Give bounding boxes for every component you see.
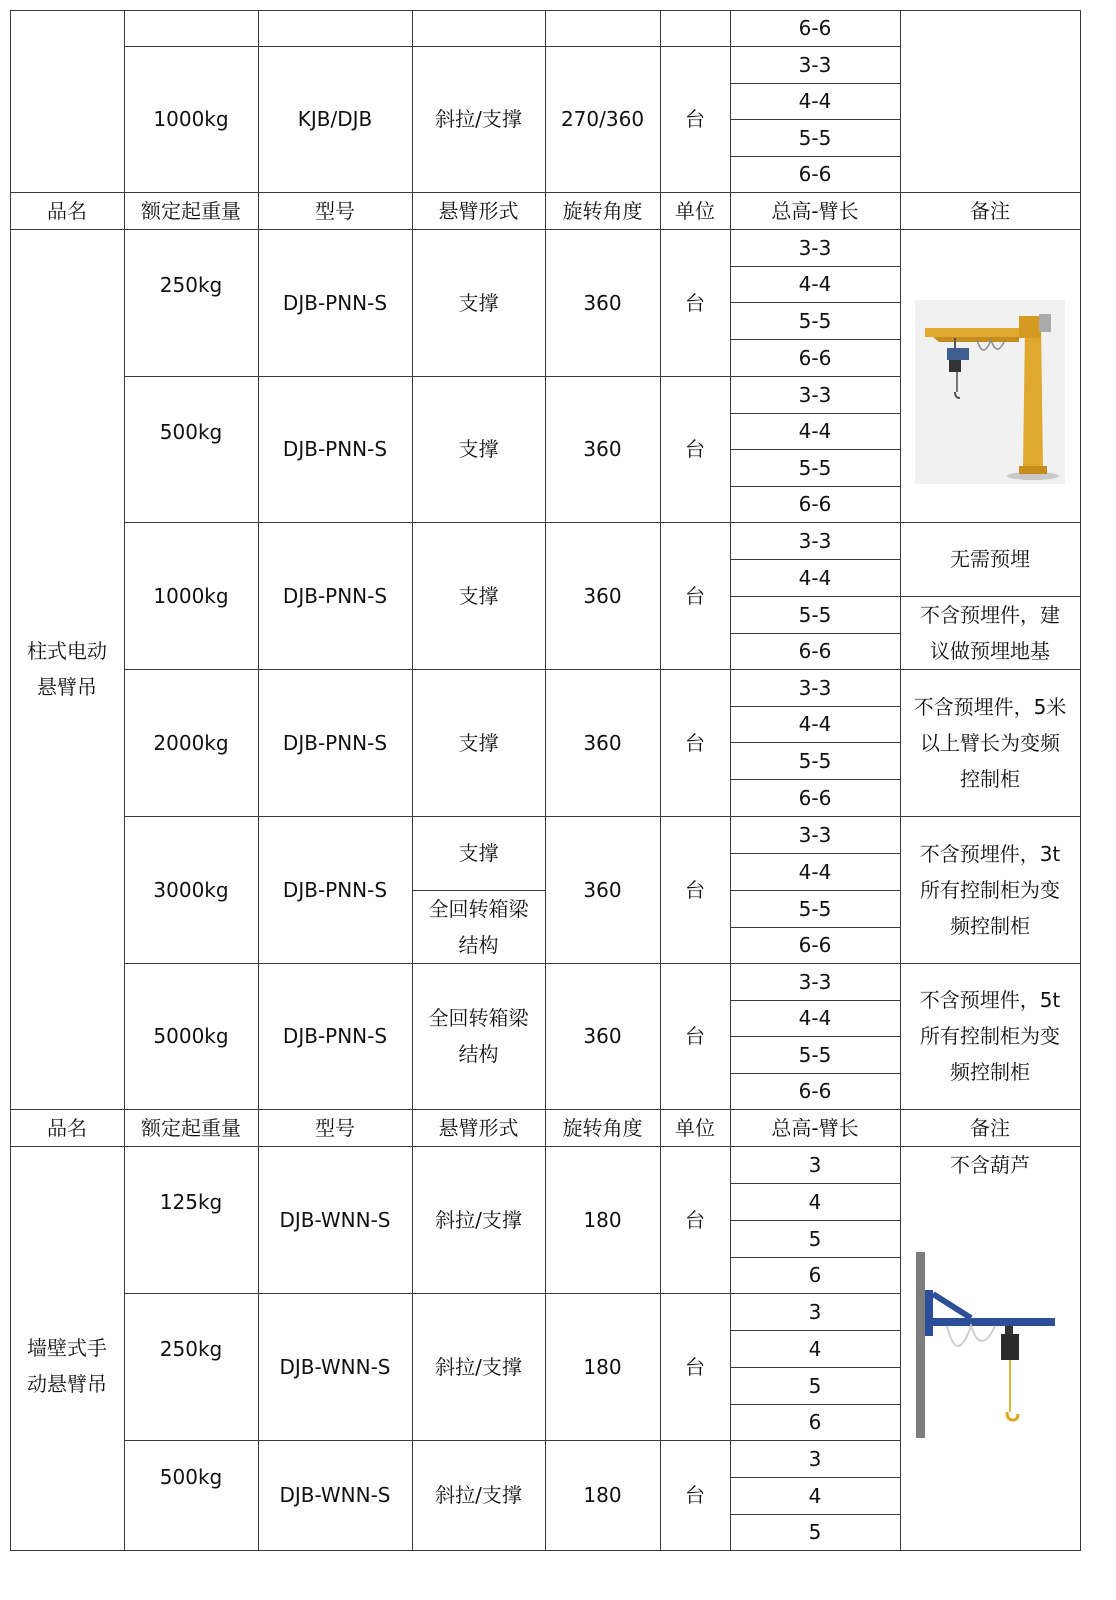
size-cell: 5-5 [798, 602, 832, 627]
remark-cell: 不含预埋件，5t所有控制柜为变频控制柜 [919, 988, 1061, 1084]
capacity-cell: 1000kg [153, 107, 229, 131]
remark-cell: 不含预埋件，5米以上臂长为变频控制柜 [913, 694, 1067, 791]
rotation-cell: 360 [583, 437, 622, 461]
size-cell: 3-3 [798, 235, 832, 260]
rotation-cell: 360 [583, 1024, 622, 1048]
size-cell: 3 [808, 1152, 822, 1177]
remark-cell: 不含预埋件，3t所有控制柜为变频控制柜 [919, 841, 1061, 938]
size-cell: 4 [808, 1336, 822, 1361]
capacity-cell: 250kg [159, 1337, 223, 1361]
size-cell: 6-6 [798, 16, 832, 40]
size-cell: 6-6 [798, 933, 832, 957]
size-cell: 6 [808, 1410, 822, 1434]
arm-type-cell: 支撑 [458, 437, 499, 461]
header-height-arm: 总高-臂长 [771, 198, 859, 223]
size-cell: 6-6 [798, 639, 832, 663]
arm-type-cell: 斜拉/支撑 [435, 1483, 522, 1507]
header-name: 品名 [47, 1115, 87, 1140]
size-cell: 4-4 [798, 419, 832, 443]
model-cell: DJB-WNN-S [279, 1483, 391, 1507]
capacity-cell: 250kg [159, 273, 223, 297]
product-name-wall: 墙壁式手动悬臂吊 [27, 1336, 107, 1396]
unit-cell: 台 [685, 877, 705, 902]
model-cell: DJB-PNN-S [282, 437, 388, 461]
size-cell: 4-4 [798, 859, 832, 884]
unit-cell: 台 [685, 1354, 705, 1379]
rotation-cell: 360 [583, 730, 622, 755]
arm-type-cell: 斜拉/支撑 [435, 1207, 522, 1232]
header-capacity: 额定起重量 [141, 198, 241, 223]
size-cell: 4-4 [798, 272, 832, 296]
unit-cell: 台 [685, 730, 705, 755]
size-cell: 5-5 [798, 1042, 832, 1067]
size-cell: 3-3 [798, 382, 832, 407]
size-cell: 4-4 [798, 1006, 832, 1030]
size-cell: 6-6 [798, 1079, 832, 1103]
grid-line [10, 10, 11, 1551]
rotation-cell: 180 [583, 1354, 622, 1379]
arm-type-cell: 支撑 [458, 730, 499, 755]
capacity-cell: 500kg [159, 420, 223, 444]
header-arm-type: 悬臂形式 [438, 1115, 519, 1140]
capacity-cell: 3000kg [153, 877, 229, 902]
size-cell: 3 [808, 1299, 822, 1324]
unit-cell: 台 [685, 1483, 705, 1507]
size-cell: 4-4 [798, 712, 832, 736]
header-unit: 单位 [675, 1115, 715, 1140]
size-cell: 5-5 [798, 125, 832, 150]
arm-type-cell: 支撑 [458, 583, 499, 608]
size-cell: 4 [808, 1483, 822, 1508]
model-cell: DJB-PNN-S [282, 877, 388, 902]
size-cell: 5-5 [798, 748, 832, 773]
product-name-pillar: 柱式电动悬臂吊 [27, 639, 107, 699]
arm-type-cell: 支撑 [458, 841, 499, 865]
wall-jib-crane-image [913, 1252, 1068, 1438]
size-cell: 5-5 [798, 308, 832, 333]
capacity-cell: 125kg [159, 1190, 223, 1214]
size-cell: 4-4 [798, 89, 832, 113]
grid-line [1080, 10, 1081, 1551]
capacity-cell: 5000kg [153, 1024, 229, 1048]
size-cell: 5 [808, 1226, 822, 1251]
arm-type-cell: 支撑 [458, 290, 499, 315]
size-cell: 3-3 [798, 822, 832, 847]
size-cell: 6 [808, 1263, 822, 1287]
header-rotation: 旋转角度 [562, 1115, 643, 1140]
size-cell: 3-3 [798, 528, 832, 553]
rotation-cell: 180 [583, 1483, 622, 1507]
model-cell: DJB-PNN-S [282, 583, 388, 608]
arm-type-cell: 全回转箱梁结构 [428, 1006, 529, 1066]
arm-type-cell: 全回转箱梁结构 [428, 896, 529, 957]
header-rotation: 旋转角度 [562, 198, 643, 223]
unit-cell: 台 [685, 583, 705, 608]
header-unit: 单位 [675, 198, 715, 223]
size-cell: 5-5 [798, 896, 832, 921]
size-cell: 4 [808, 1189, 822, 1214]
unit-cell: 台 [685, 1207, 705, 1232]
size-cell: 6-6 [798, 785, 832, 810]
size-cell: 6-6 [798, 345, 832, 370]
size-cell: 6-6 [798, 162, 832, 186]
header-model: 型号 [315, 198, 355, 223]
size-cell: 3-3 [798, 675, 832, 700]
unit-cell: 台 [685, 107, 705, 131]
size-cell: 3 [808, 1446, 822, 1471]
unit-cell: 台 [685, 437, 705, 461]
model-cell: KJB/DJB [297, 107, 373, 131]
grid-line [10, 1550, 1081, 1551]
capacity-cell: 1000kg [153, 583, 229, 608]
pillar-jib-crane-image [915, 300, 1065, 484]
size-cell: 3-3 [798, 52, 832, 77]
rotation-cell: 270/360 [560, 107, 645, 131]
model-cell: DJB-WNN-S [279, 1354, 391, 1379]
arm-type-cell: 斜拉/支撑 [435, 1354, 522, 1379]
size-cell: 5 [808, 1373, 822, 1398]
size-cell: 4-4 [798, 565, 832, 590]
size-cell: 5-5 [798, 455, 832, 480]
header-remark: 备注 [970, 198, 1010, 223]
unit-cell: 台 [685, 290, 705, 315]
header-name: 品名 [47, 198, 87, 223]
remark-cell: 无需预埋 [950, 547, 1030, 571]
capacity-cell: 2000kg [153, 730, 229, 755]
capacity-cell: 500kg [159, 1465, 223, 1489]
remark-cell: 不含预埋件，建议做预埋地基 [920, 602, 1060, 663]
rotation-cell: 360 [583, 290, 622, 315]
arm-type-cell: 斜拉/支撑 [435, 107, 522, 131]
model-cell: DJB-PNN-S [282, 290, 388, 315]
model-cell: DJB-PNN-S [282, 730, 388, 755]
model-cell: DJB-WNN-S [279, 1207, 391, 1232]
size-cell: 5 [808, 1520, 822, 1544]
header-remark: 备注 [970, 1115, 1010, 1140]
header-height-arm: 总高-臂长 [771, 1115, 859, 1140]
rotation-cell: 180 [583, 1207, 622, 1232]
rotation-cell: 360 [583, 583, 622, 608]
grid-line [900, 10, 901, 1551]
model-cell: DJB-PNN-S [282, 1024, 388, 1048]
header-arm-type: 悬臂形式 [438, 198, 519, 223]
size-cell: 3-3 [798, 969, 832, 994]
unit-cell: 台 [685, 1024, 705, 1048]
size-cell: 6-6 [798, 492, 832, 516]
header-capacity: 额定起重量 [141, 1115, 241, 1140]
header-model: 型号 [315, 1115, 355, 1140]
remark-cell: 不含葫芦 [950, 1152, 1030, 1177]
rotation-cell: 360 [583, 877, 622, 902]
